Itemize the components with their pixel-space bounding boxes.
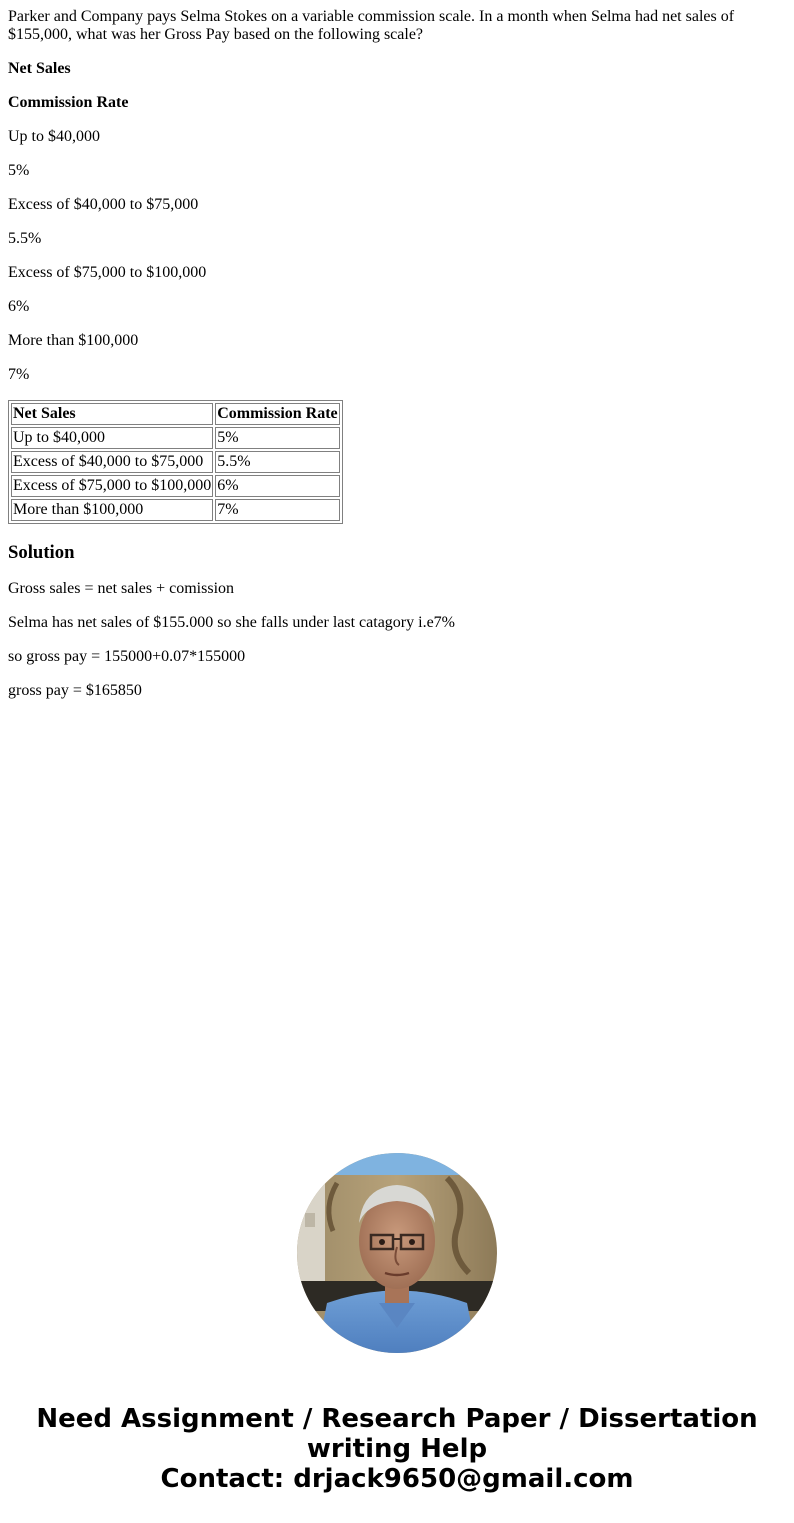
table-header-row <box>11 403 340 425</box>
solution-heading: Solution <box>8 542 75 563</box>
banner-line: Need Assignment / Research Paper / Dissertation <box>36 1404 758 1434</box>
scale-line: 5.5% <box>8 230 42 247</box>
table-cell: Up to $40,000 <box>11 427 213 449</box>
table-cell: Excess of $40,000 to $75,000 <box>11 451 213 473</box>
contact-banner <box>0 1404 794 1494</box>
table-cell: 6% <box>215 475 339 497</box>
table-row <box>11 499 340 521</box>
table-cell: 7% <box>215 499 339 521</box>
table-header-cell: Commission Rate <box>215 403 339 425</box>
table-row <box>11 427 340 449</box>
solution-line: so gross pay = 155000+0.07*155000 <box>8 648 246 665</box>
net-sales-heading: Net Sales <box>8 60 71 77</box>
solution-line: gross pay = $165850 <box>8 682 142 699</box>
scale-line: Up to $40,000 <box>8 128 100 145</box>
solution-line: Selma has net sales of $155.000 so she falls under last catagory i.e7% <box>8 614 455 631</box>
scale-line: Excess of $75,000 to $100,000 <box>8 264 207 281</box>
main-content <box>8 8 786 716</box>
scale-line: 5% <box>8 162 30 179</box>
contact-email: Contact: drjack9650@gmail.com <box>160 1464 634 1494</box>
table-cell: More than $100,000 <box>11 499 213 521</box>
table-header-cell: Net Sales <box>11 403 213 425</box>
solution-line: Gross sales = net sales + comission <box>8 580 235 597</box>
commission-rate-heading: Commission Rate <box>8 94 129 111</box>
table-row <box>11 451 340 473</box>
avatar-photo <box>297 1153 497 1353</box>
scale-line: Excess of $40,000 to $75,000 <box>8 196 199 213</box>
table-cell: Excess of $75,000 to $100,000 <box>11 475 213 497</box>
commission-table <box>8 400 343 524</box>
banner-line: writing Help <box>306 1434 488 1464</box>
question-text: Parker and Company pays Selma Stokes on a variable commission scale. In a month when Selma had net sales of $155,000, what was her Gross Pay based on the following scale? <box>8 8 735 43</box>
scale-line: 7% <box>8 366 30 383</box>
table-cell: 5% <box>215 427 339 449</box>
avatar <box>297 1153 497 1353</box>
scale-line: More than $100,000 <box>8 332 139 349</box>
table-cell: 5.5% <box>215 451 339 473</box>
scale-line: 6% <box>8 298 30 315</box>
table-row <box>11 475 340 497</box>
